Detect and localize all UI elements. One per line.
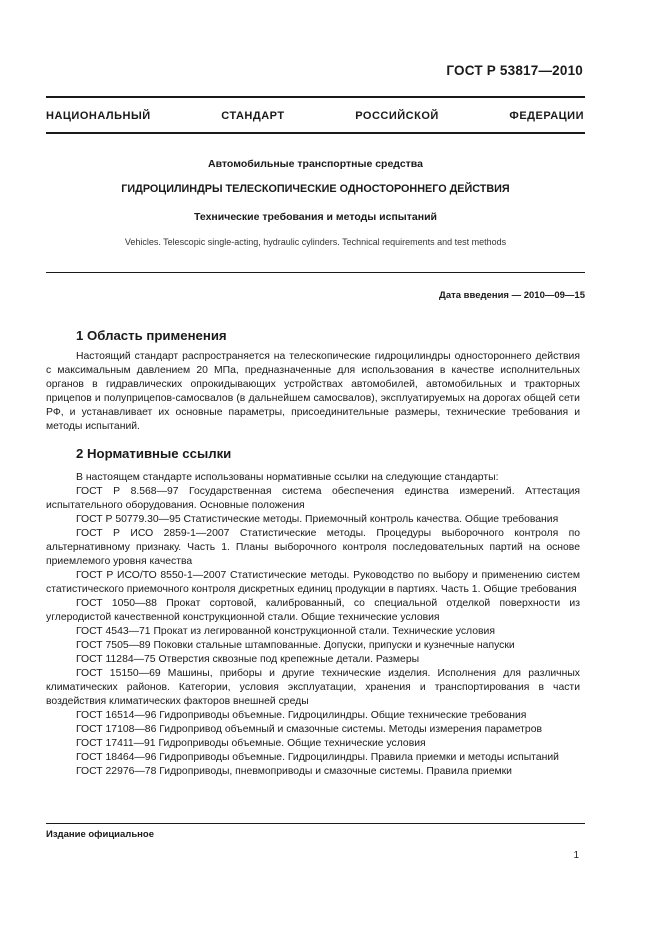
section2-paragraph: ГОСТ 18464—96 Гидроприводы объемные. Гидроцилиндры. Правила приемки и методы испытаний <box>76 752 559 763</box>
footer-rule <box>46 823 585 824</box>
section2-paragraph: ГОСТ 22976—78 Гидроприводы, пневмоприводы и смазочные системы. Правила приемки <box>76 766 512 777</box>
section1-body <box>46 350 580 434</box>
national-standard-banner: НАЦИОНАЛЬНЫЙ СТАНДАРТ РОССИЙСКОЙ ФЕДЕРАЦИИ <box>46 110 584 122</box>
page-number: 1 <box>573 850 579 861</box>
section2-paragraph: ГОСТ 15150—69 Машины, приборы и другие технические изделия. Исполнения для различных климатических районов. Категории, условия эксплуатации, хранения и транспортирования в части воздействия климатических факторов внешней среды <box>46 668 580 707</box>
section2-body <box>46 471 580 779</box>
section2-paragraph: ГОСТ Р ИСО 2859-1—2007 Статистические методы. Процедуры выборочного контроля по альтернативному признаку. Часть 1. Планы выборочного контроля последовательных партий на основе приемлемого уровня качества <box>46 528 580 567</box>
section2-paragraph: ГОСТ 16514—96 Гидроприводы объемные. Гидроцилиндры. Общие технические требования <box>76 710 527 721</box>
section2-paragraph: ГОСТ 11284—75 Отверстия сквозные под крепежные детали. Размеры <box>76 654 420 665</box>
section2-paragraph: ГОСТ Р 8.568—97 Государственная система обеспечения единства измерений. Аттестация испытательного оборудования. Основные положения <box>46 486 580 511</box>
section2-paragraph: ГОСТ 4543—71 Прокат из легированной конструкционной стали. Технические условия <box>76 626 495 637</box>
official-edition-label: Издание официальное <box>46 829 154 840</box>
section1-paragraph: Настоящий стандарт распространяется на телескопические гидроцилиндры одностороннего действия с максимальным давлением 20 МПа, предназначенные для использования в качестве исполнительных органов в гидравлических опрокидывающих устройствах автомобилей, автомобильных и тракторных прицепов и полуприцепов-самосвалов (в дальнейшем самосвалов), эксплуатируемых на дорогах общей сети РФ, и устанавливает их основные параметры, присоединительные размеры, технические требования и методы испытаний. <box>46 351 580 432</box>
header-rule-bottom <box>46 132 585 134</box>
section2-paragraph: ГОСТ 17108—86 Гидропривод объемный и смазочные системы. Методы измерения параметров <box>76 724 542 735</box>
section2-paragraph: ГОСТ Р ИСО/ТО 8550-1—2007 Статистические методы. Руководство по выбору и применению систем статистического приемочного контроля дискретных единиц продукции в партиях. Часть 1. Общие требования <box>46 570 580 595</box>
header-rule-top <box>46 96 585 98</box>
title-divider <box>46 272 585 273</box>
section2-paragraph: ГОСТ 7505—89 Поковки стальные штампованные. Допуски, припуски и кузнечные напуски <box>76 640 515 651</box>
section2-heading: 2 Нормативные ссылки <box>76 446 232 461</box>
section2-paragraph: ГОСТ 17411—91 Гидроприводы объемные. Общие технические условия <box>76 738 426 749</box>
document-number: ГОСТ Р 53817—2010 <box>446 63 583 78</box>
section2-paragraph: В настоящем стандарте использованы нормативные ссылки на следующие стандарты: <box>76 472 499 483</box>
section1-heading: 1 Область применения <box>76 328 227 343</box>
title-english: Vehicles. Telescopic single-acting, hydraulic cylinders. Technical requirements and test methods <box>124 237 507 247</box>
effective-date: Дата введения — 2010—09—15 <box>439 290 585 301</box>
section2-paragraph: ГОСТ 1050—88 Прокат сортовой, калиброванный, со специальной отделкой поверхности из углеродистой качественной конструкционной стали. Общие технические условия <box>46 598 580 623</box>
title-subtitle: Технические требования и методы испытаний <box>194 211 437 223</box>
title-main: ГИДРОЦИЛИНДРЫ ТЕЛЕСКОПИЧЕСКИЕ ОДНОСТОРОННЕГО ДЕЙСТВИЯ <box>121 183 510 195</box>
title-subject: Автомобильные транспортные средства <box>208 158 423 170</box>
section2-paragraph: ГОСТ Р 50779.30—95 Статистические методы. Приемочный контроль качества. Общие требования <box>76 514 559 525</box>
